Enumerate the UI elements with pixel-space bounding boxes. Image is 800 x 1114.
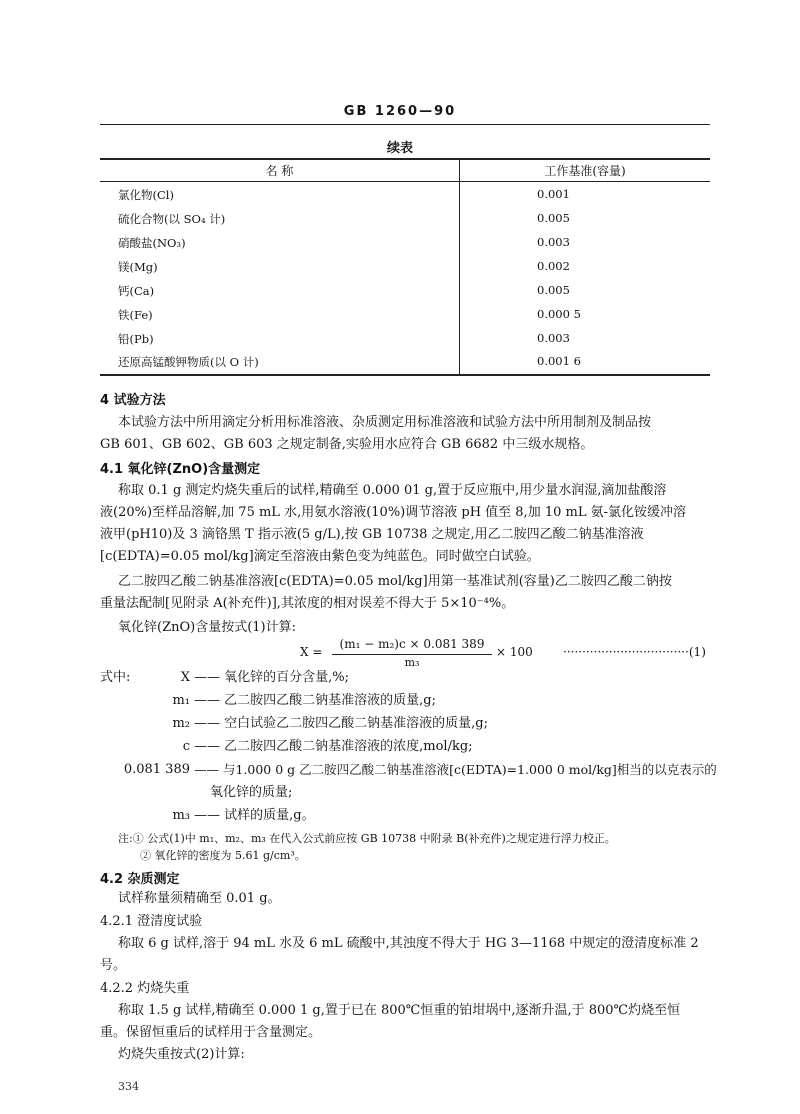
- paragraph-line: 称取 1.5 g 试样,精确至 0.000 1 g,置于已在 800℃恒重的铂坩埚中,逐渐升温,于 800℃灼烧至恒: [118, 1003, 681, 1018]
- note-1: 注:① 公式(1)中 m₁、m₂、m₃ 在代入公式前应按 GB 10738 中附录 B(补充件)之规定进行浮力校正。: [118, 832, 616, 845]
- paragraph-line: 液甲(pH10)及 3 滴铬黑 T 指示液(5 g/L),按 GB 10738 之规定,用乙二胺四乙酸二钠基准溶液: [100, 527, 644, 542]
- where-label: 式中:: [100, 670, 131, 685]
- table-row-value: 0.000 5: [537, 307, 581, 321]
- paragraph-line: 重量法配制[见附录 A(补充件)],其浓度的相对误差不得大于 5×10⁻⁴%。: [100, 596, 515, 611]
- section-4-2-1-heading: 4.2.1 澄清度试验: [100, 914, 203, 929]
- paragraph-line: 灼烧失重按式(2)计算:: [118, 1047, 245, 1062]
- table-row-name: 钙(Ca): [118, 284, 155, 298]
- table-bottom-rule: [100, 374, 710, 376]
- symbol-definition: —— 乙二胺四乙酸二钠基准溶液的浓度,mol/kg;: [194, 739, 473, 754]
- formula-lhs: X =: [300, 645, 323, 659]
- table-row-name: 镁(Mg): [118, 260, 158, 274]
- paragraph-line: GB 601、GB 602、GB 603 之规定制备,实验用水应符合 GB 6682 中三级水规格。: [100, 437, 594, 452]
- table-column-divider: [459, 159, 460, 374]
- symbol-definition: 氧化锌的质量;: [210, 785, 293, 800]
- table-top-rule: [100, 158, 710, 160]
- paragraph-line: [c(EDTA)=0.05 mol/kg]滴定至溶液由紫色变为纯蓝色。同时做空白试验。: [100, 549, 540, 564]
- paragraph-line: 本试验方法中所用滴定分析用标准溶液、杂质测定用标准溶液和试验方法中所用制剂及制品按: [118, 415, 652, 430]
- table-row-value: 0.003: [537, 235, 570, 249]
- symbol-definition: —— 试样的质量,g。: [194, 808, 315, 823]
- standard-number-header: GB 1260—90: [343, 104, 457, 119]
- note-2: ② 氧化锌的密度为 5.61 g/cm³。: [140, 849, 306, 862]
- table-row-name: 氯化物(Cl): [118, 188, 174, 202]
- section-4-1-heading: 4.1 氧化锌(ZnO)含量测定: [100, 462, 261, 477]
- table-row-name: 铁(Fe): [118, 308, 153, 322]
- symbol: m₁: [172, 693, 190, 708]
- symbol-definition: —— 与1.000 0 g 乙二胺四乙酸二钠基准溶液[c(EDTA)=1.000 0 mol/kg]相当的以克表示的: [194, 762, 717, 777]
- symbol-definition: —— 空白试验乙二胺四乙酸二钠基准溶液的质量,g;: [194, 716, 488, 731]
- table-row-value: 0.002: [537, 259, 570, 273]
- symbol-definition: —— 氧化锌的百分含量,%;: [194, 670, 349, 685]
- table-row-name: 硫化合物(以 SO₄ 计): [118, 212, 226, 226]
- table-row-value: 0.005: [537, 211, 570, 225]
- column-header-name: 名 称: [265, 164, 294, 178]
- paragraph-line: 重。保留恒重后的试样用于含量测定。: [100, 1025, 322, 1040]
- table-caption: 续表: [386, 141, 413, 156]
- table-row-value: 0.003: [537, 331, 570, 345]
- symbol: m₂: [172, 716, 190, 731]
- paragraph-line: 称取 0.1 g 测定灼烧失重后的试样,精确至 0.000 01 g,置于反应瓶中,用少量水润湿,滴加盐酸溶: [118, 483, 667, 498]
- table-header-rule: [100, 181, 710, 182]
- section-4-heading: 4 试验方法: [100, 393, 166, 408]
- formula-number: ·································(1): [563, 645, 706, 659]
- page-number: 334: [118, 1080, 139, 1093]
- paragraph-line: 液(20%)至样品溶解,加 75 mL 水,用氨水溶液(10%)调节溶液 pH 值至 8,加 10 mL 氨-氯化铵缓冲溶: [100, 505, 686, 520]
- paragraph-line: 试样称量须精确至 0.01 g。: [118, 891, 281, 906]
- table-row-value: 0.001 6: [537, 354, 581, 368]
- table-row-name: 还原高锰酸钾物质(以 O 计): [118, 355, 259, 369]
- formula-numerator: (m₁ − m₂)c × 0.081 389: [339, 637, 485, 651]
- symbol: X: [180, 670, 190, 685]
- symbol: m₃: [172, 808, 190, 823]
- symbol: 0.081 389: [123, 762, 190, 777]
- formula-tail: × 100: [496, 645, 533, 659]
- paragraph-line: 称取 6 g 试样,溶于 94 mL 水及 6 mL 硫酸中,其浊度不得大于 HG 3—1168 中规定的澄清度标准 2: [118, 936, 699, 951]
- table-row-value: 0.001: [537, 187, 570, 201]
- header-rule: [100, 124, 710, 125]
- formula-denominator: m₃: [404, 656, 420, 669]
- paragraph-line: 号。: [100, 958, 127, 973]
- table-row-name: 铅(Pb): [118, 332, 154, 346]
- paragraph-line: 乙二胺四乙酸二钠基准溶液[c(EDTA)=0.05 mol/kg]用第一基准试剂(容量)乙二胺四乙酸二钠按: [118, 574, 672, 589]
- section-4-2-2-heading: 4.2.2 灼烧失重: [100, 981, 190, 996]
- table-row-name: 硝酸盐(NO₃): [118, 236, 186, 250]
- fraction-bar: [332, 654, 492, 655]
- column-header-value: 工作基准(容量): [544, 164, 626, 178]
- section-4-2-heading: 4.2 杂质测定: [100, 872, 180, 887]
- paragraph-line: 氧化锌(ZnO)含量按式(1)计算:: [118, 620, 297, 635]
- table-row-value: 0.005: [537, 283, 570, 297]
- symbol: c: [182, 739, 190, 754]
- symbol-definition: —— 乙二胺四乙酸二钠基准溶液的质量,g;: [194, 693, 436, 708]
